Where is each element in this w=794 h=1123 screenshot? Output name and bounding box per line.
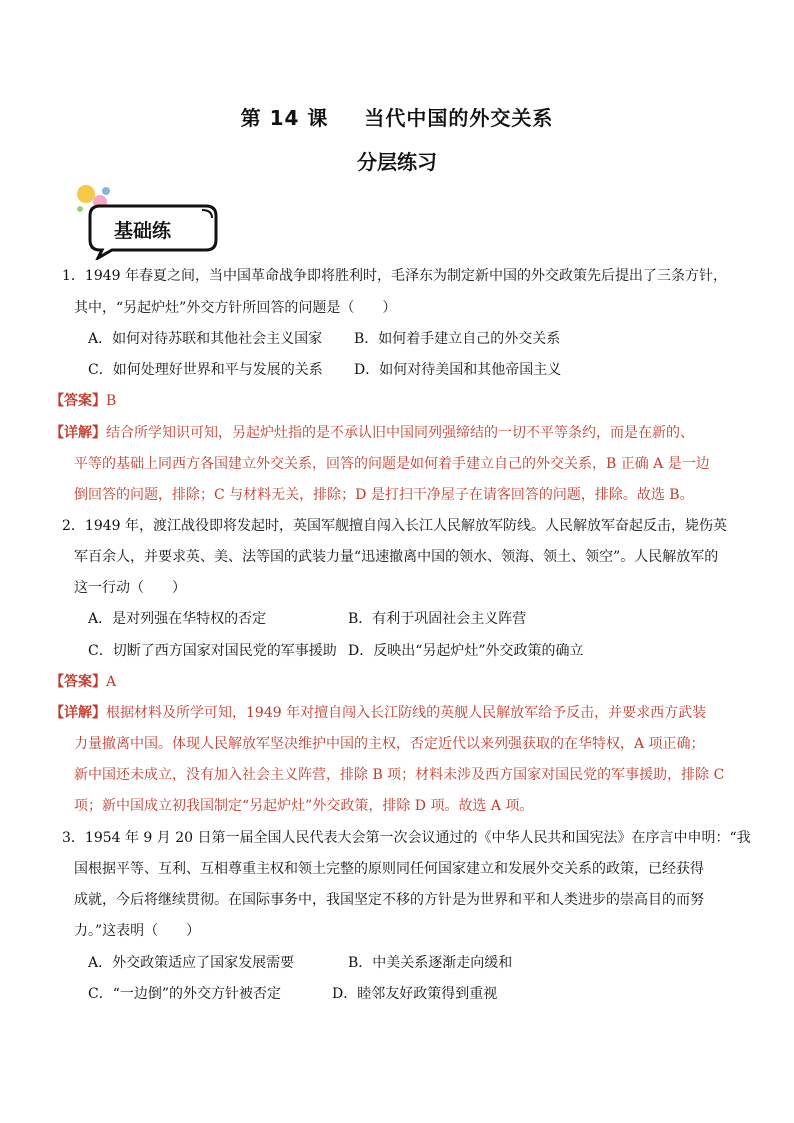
detail-text: 根据材料及所学可知，1949 年对擅自闯入长江防线的英舰人民解放军给予反击，并要求西方武装 (106, 705, 707, 721)
detail-line (50, 703, 706, 723)
answer-tag: 【答案】 (50, 393, 106, 409)
answer-value: B (106, 393, 117, 409)
question-stem-line: 国根据平等、互利、互相尊重主权和领土完整的原则同任何国家建立和发展外交关系的政策，已经获得 (74, 861, 704, 877)
detail-line: 力量撤离中国。体现人民解放军坚决维护中国的主权，否定近代以来列强获取的在华特权，A 项正确； (74, 736, 705, 752)
detail-text: 结合所学知识可知，另起炉灶指的是不承认旧中国同列强缔结的一切不平等条约，而是在新的、 (106, 425, 694, 441)
section-title: 基础练 (114, 220, 172, 242)
option-a[interactable]: A．外交政策适应了国家发展需要 (88, 955, 295, 971)
detail-line: 平等的基础上同西方各国建立外交关系，回答的问题是如何着手建立自己的外交关系，B 正确 A 是一边 (74, 456, 710, 472)
answer-line (50, 672, 116, 692)
question-stem-line: 2．1949 年，渡江战役即将发起时，英国军舰擅自闯入长江人民解放军防线。人民解放军奋起反击，毙伤英 (62, 518, 727, 534)
option-c[interactable]: C．切断了西方国家对国民党的军事援助 (88, 643, 337, 659)
question-stem-line: 3．1954 年 9 月 20 日第一届全国人民代表大会第一次会议通过的《中华人民共和国宪法》在序言中申明：“我 (62, 830, 751, 846)
option-a[interactable]: A．如何对待苏联和其他社会主义国家 (88, 331, 323, 347)
option-a[interactable]: A．是对列强在华特权的否定 (88, 611, 267, 627)
lesson-number: 第 14 课 (240, 106, 329, 130)
question-stem-line: 军百余人，并要求英、美、法等国的武装力量“迅速撤离中国的领水、领海、领土、领空”。人民解放军的 (74, 549, 719, 565)
answer-value: A (106, 674, 117, 690)
question-stem-line: 成就，今后将继续贯彻。在国际事务中，我国坚定不移的方针是为世界和平和人类进步的崇高目的而努 (74, 892, 704, 908)
detail-line: 新中国还未成立，没有加入社会主义阵营，排除 B 项；材料未涉及西方国家对国民党的军事援助，排除 C (74, 767, 725, 783)
option-b[interactable]: B．有利于巩固社会主义阵营 (348, 611, 527, 627)
question-stem-line: 力。”这表明（ ） (74, 923, 201, 939)
section-badge (72, 182, 222, 260)
question-stem-line: 其中，“另起炉灶”外交方针所回答的问题是（ ） (74, 300, 397, 316)
page-subtitle: 分层练习 (357, 150, 437, 174)
detail-line: 倒回答的问题，排除；C 与材料无关，排除；D 是打扫干净屋子在请客回答的问题，排除。故选 B。 (74, 487, 694, 503)
option-c[interactable]: C．如何处理好世界和平与发展的关系 (88, 362, 323, 378)
detail-tag: 【详解】 (50, 425, 106, 441)
question-stem-line: 1．1949 年春夏之间，当中国革命战争即将胜利时，毛泽东为制定新中国的外交政策先后提出了三条方针， (62, 268, 727, 284)
option-c[interactable]: C．“一边倒”的外交方针被否定 (88, 986, 282, 1002)
detail-tag: 【详解】 (50, 705, 106, 721)
answer-tag: 【答案】 (50, 674, 106, 690)
option-d[interactable]: D．反映出“另起炉灶”外交政策的确立 (348, 643, 584, 659)
detail-line: 项；新中国成立初我国制定“另起炉灶”外交政策，排除 D 项。故选 A 项。 (74, 798, 534, 814)
answer-line (50, 391, 116, 411)
lesson-name: 当代中国的外交关系 (364, 106, 554, 130)
lesson-title (0, 102, 794, 131)
option-d[interactable]: D．如何对待美国和其他帝国主义 (354, 362, 562, 378)
detail-line (50, 423, 694, 443)
question-stem-line: 这一行动（ ） (74, 580, 186, 596)
option-b[interactable]: B．中美关系逐渐走向缓和 (348, 955, 513, 971)
option-d[interactable]: D．睦邻友好政策得到重视 (332, 986, 498, 1002)
option-b[interactable]: B．如何着手建立自己的外交关系 (354, 331, 561, 347)
